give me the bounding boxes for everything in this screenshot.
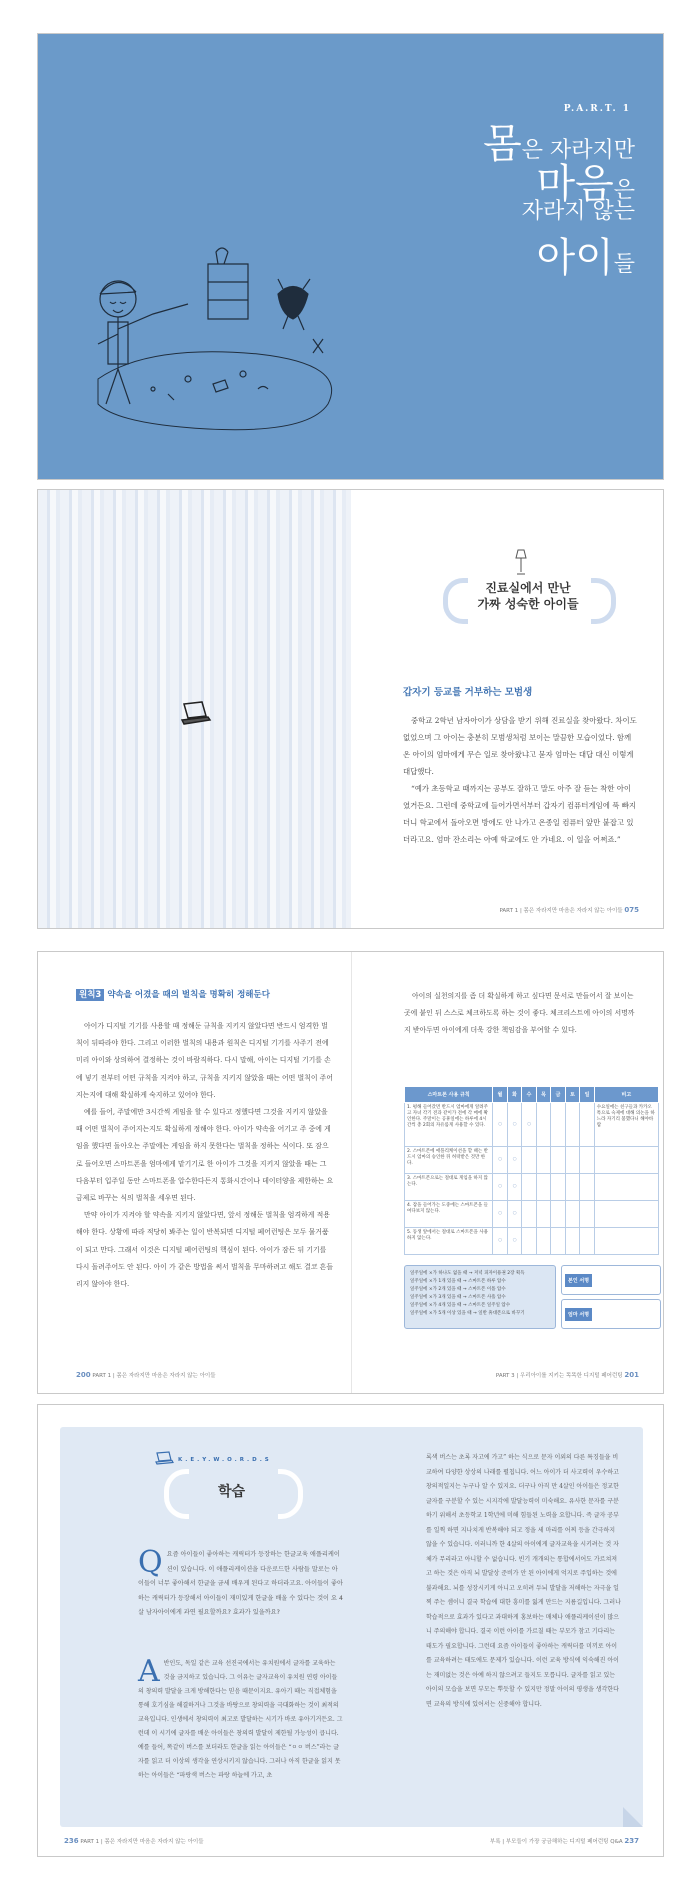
page-footer-left: 236 PART 1 | 몸은 자라지만 마음은 자라지 않는 아이들 bbox=[64, 1837, 204, 1845]
page-footer-right: PART 3 | 우리아이를 지키는 똑똑한 디지털 페어런팅 201 bbox=[495, 1371, 639, 1379]
table-row: 2. 스마트폰에 애플리케이션을 할 때는 반드시 엄마의 승인한 뒤 허락받은 것만 한다. ○ ○ bbox=[405, 1147, 659, 1174]
laptop-icon bbox=[154, 1451, 174, 1465]
keywords-spread bbox=[37, 1404, 664, 1857]
section-tag: 원칙3 bbox=[76, 989, 104, 1001]
title-line-1: 몸은 자라지만 bbox=[483, 121, 635, 167]
paragraph: 아이의 실천의지를 좀 더 확실하게 하고 싶다면 문서로 만들어서 잘 보이는 곳에 붙인 뒤 스스로 체크하도록 하는 것이 좋다. 체크리스트에 아이의 서명까지 받아두면 아이에게 더욱 강한 책임감을 부여할 수 있다. bbox=[404, 992, 635, 1034]
section-heading: 원칙3 약속을 어겼을 때의 벌칙을 명확히 정해둔다 bbox=[76, 988, 270, 1000]
title-line-4: 아이들 bbox=[536, 235, 635, 281]
q-letter: Q bbox=[138, 1545, 163, 1580]
table-row: 4. 잠을 들어가는 도중에는 스마트폰을 들여다보지 않는다. ○ ○ bbox=[405, 1201, 659, 1228]
paragraph: 만약 아이가 지켜야 할 약속을 지키지 않았다면, 앞서 정해둔 벌칙을 엄격하게 적용해야 한다. 상황에 따라 적당히 봐주는 일이 반복되면 디지털 페어런팅은 모두 물거품이 되고 만다. 그래서 이것은 디지털 페어런팅의 핵심이 된다. 아이가 잠든 뒤 기기를 다시 돌려주어도 안 된다. 아이 가 같은 방법을 써서 벌칙을 무마하려고 해도 결코 흔들리지 않아야 한다. bbox=[76, 1211, 333, 1289]
legend-item: 일주일에 ×가 4개 있을 때 → 스마트폰 일주일 압수 bbox=[410, 1303, 511, 1308]
page-fold-corner bbox=[623, 1807, 643, 1827]
table-row: 1. 평해 들어갔면 반드시 엄마에게 알려주고 자녀 각기 전과 같이가 전에 각 매에 확인한다. 주말이는 공휴일에는 하루에 4시간씩 총 2회의 자유롭게 사용할 수 있다. ○ ○ ○ 수요일에는 친구들과 카카오톡으로 숙제에 대해 의논을 하느라 자기리 불했다니 해야바랍 bbox=[405, 1103, 659, 1147]
page-number: 201 bbox=[624, 1371, 639, 1379]
keywords-label: K.E.Y.W.O.R.D.S bbox=[178, 1457, 272, 1463]
part-label: P.A.R.T. 1 bbox=[563, 104, 631, 114]
body-text bbox=[403, 712, 638, 848]
page-number: 236 bbox=[64, 1837, 79, 1845]
page-number: 200 bbox=[76, 1371, 91, 1379]
lamp-icon bbox=[514, 548, 528, 576]
keyword-title: 학습 bbox=[218, 1484, 246, 1500]
gutter-line bbox=[351, 952, 352, 1393]
title-line-2: 마음은 bbox=[536, 161, 635, 207]
legend-item: 일주일에 ×가 2개 있을 때 → 스마트폰 이틀 압수 bbox=[410, 1287, 506, 1292]
page-footer-right: 부록 | 부모들이 가장 궁금해하는 디지털 페어런팅 Q&A 237 bbox=[489, 1837, 639, 1845]
page-footer-left: 200 PART 1 | 몸은 자라지만 마음은 자라지 않는 아이들 bbox=[76, 1371, 216, 1379]
legend-item: 일주일에 ×가 3개 있을 때 → 스마트폰 사흘 압수 bbox=[410, 1295, 506, 1300]
paragraph: 중학교 2학년 남자아이가 상담을 받기 위해 진료실을 찾아왔다. 차이도 없었으며 그 아이는 충분히 모범생처럼 보이는 말끔한 모습이었다. 함께 온 아이의 엄마에게 무슨 일로 찾아왔냐고 묻자 엄마는 대답 대신 이렇게 대답했다. bbox=[403, 716, 637, 776]
table-row: 3. 스마트폰으로는 절대로 게임을 하지 않는다. ○ ○ bbox=[405, 1174, 659, 1201]
a-letter: A bbox=[138, 1654, 160, 1689]
signature-box-mom: 엄마 서명 bbox=[561, 1299, 661, 1329]
title-line-3: 자라지 않는 bbox=[521, 199, 635, 224]
legend-item: 일주일에 ×가 5개 이상 있을 때 → 일반 휴대폰으로 바꾸기 bbox=[410, 1311, 525, 1316]
paragraph: “예가 초등학교 때까지는 공부도 잘하고 말도 아주 잘 듣는 착한 아이였거든요. 그런데 중학교에 들어가면서부터 갑자기 컴퓨터게임에 푹 빠지더니 학교에서 돌아오면 방에도 안 나가고 온종일 컴퓨터 앞만 붙잡고 있더라고요. 엄마 잔소리는 아예 학교에도 안 가네요. 이 일을 어쩌죠.” bbox=[403, 784, 636, 844]
rules-spread bbox=[37, 951, 664, 1394]
cover-spread bbox=[37, 33, 664, 480]
table-header-row: 스마트폰 사용 규칙 월 화 수 목 금 토 일 비고 bbox=[405, 1087, 659, 1103]
chapter-title: 진료실에서 만난 가짜 성숙한 아이들 bbox=[477, 581, 579, 611]
page-number: 075 bbox=[624, 906, 639, 914]
left-body-text bbox=[76, 1018, 334, 1293]
paragraph: 예를 들어, 주말에만 3시간씩 게임을 할 수 있다고 정했다면 그것을 지키지 않았을 때 어떤 벌칙이 주어지는지도 확실하게 정해야 한다. 아이가 약속을 어기고 주 중에 게임을 했다면 돌아오는 주말에는 게임을 하지 못한다는 벌칙을 정하는 식이다. 또 잠으로 들어오면 스마트폰을 엄마에게 맡기기로 한 아이가 그것을 지키지 않았을 때는 그 다음부터 입주일 동안 스마트폰을 압수한다든지 통화시간이나 데이터양을 제한하는 요금제로 바꾸는 식의 벌칙을 세우면 된다. bbox=[76, 1108, 334, 1203]
right-body-text bbox=[404, 988, 636, 1039]
signature-box-self: 본인 서명 bbox=[561, 1265, 661, 1295]
chapter-opening-spread bbox=[37, 489, 664, 929]
legend-item: 일주일에 ×가 1개 있을 때 → 스마트폰 하루 압수 bbox=[410, 1279, 506, 1284]
table-row: 5. 동생 앞에서는 절대로 스마트폰을 사용하지 않는다. ○ ○ bbox=[405, 1228, 659, 1255]
laptop-icon bbox=[178, 700, 212, 726]
checklist-table bbox=[404, 1086, 659, 1255]
child-and-dog-illustration bbox=[58, 244, 358, 444]
section-title: 갑자기 등교를 거부하는 모범생 bbox=[403, 687, 533, 698]
answer-block: A반인도, 독일 같은 교육 선진국에서는 유치원에서 글자를 교육하는 것을 금지하고 있습니다. 그 이유는 글자교육이 유치원 연령 아이들의 창의력 발달을 크게 방해한다는 믿음 때문이지요. 유아기 때는 직접체험을 통해 호기심을 해결하거나 그것을 바탕으로 창의력을 극대화하는 것이 최적의 교육입니다. 인생에서 창의력이 최고로 발달하는 시기가 바로 유아기거든요. 그런데 이 시기에 글자를 배운 아이들은 창의력 발달이 제한될 가능성이 큽니다. 예를 들어, 똑같이 버스를 보더라도 한글을 읽는 아이들은 “ㅇㅇ 버스”라는 글자를 읽고 더 이상의 생각을 연상시키지 않습니다. 그러나 아직 한글을 읽지 못하는 아이들은 “파랑색 버스는 파랑 하늘에 가고, 초 bbox=[138, 1654, 343, 1779]
legend-item: 일주일에 ×가 하나도 없을 때 → 저녁 피자이용권 2장 획득 bbox=[410, 1271, 525, 1276]
page-footer: PART 1 | 몸은 자라지만 마음은 자라지 않는 아이들 075 bbox=[499, 906, 639, 914]
penalty-legend bbox=[404, 1265, 556, 1329]
paragraph: 아이가 디지털 기기를 사용할 때 정해둔 규칙을 지키지 않았다면 반드시 엄격한 벌칙이 뒤따라야 한다. 그리고 이러한 벌칙의 내용과 원칙은 디지털 기기를 사주기 전에 미리 아이와 상의하여 결정하는 것이 바람직하다. 다시 말해, 아이는 디지털 기기를 손에 넣기 전부터 어떤 규칙을 지켜야 하고, 규칙을 지키지 않았을 때는 어떤 벌칙이 주어지는지에 대해 확실하게 숙지하고 있어야 한다. bbox=[76, 1022, 333, 1099]
page-number: 237 bbox=[624, 1837, 639, 1845]
answer-continued: 록색 버스는 초록 자고에 가고” 하는 식으로 문자 이외의 다른 특징들을 비교하여 다양한 상상의 나래를 펼칩니다. 어느 아이가 더 사고력이 우수하고 창의적일지는 누구나 알 수 있지요. 더구나 아직 만 4살인 아이들은 정교한 글자를 구분할 수 있는 시지각에 발달능력이 미숙해요. 유사한 문자를 구분하기 위해서 초등학교 1학년에 미해 힘들된 노력을 요합니다. 즉 글자 공부를 일찍 하면 지나치게 반복해야 되고 정을 세 마리를 어찌 등을 간극하지 않을 수 있습니다. 이러니까 한 4살의 아이에게 글자교육을 시키려는 것 자체가 무리라고 아니할 수 없습니다. 빈기 개개의는 통합에서어도 가르쳐져고 하는 것은 아직 뇌 발달상 준비가 안 된 아이에게 억지로 주입하는 것에 불과해요. 뇌를 성장시키게 아니고 오히려 두뇌 발달을 저해하는 자극을 일찍 주는 셈이니 결국 학습에 대한 흥미를 잃게 만드는 지름길입니다. 그러나 학습적으로 효과가 있다고 과대하게 홍보하는 매체나 애플리케이션이 많으니 주의해야 합니다. 결국 이런 아이를 가르칠 때는 부모가 참고 기다리는 태도가 필요합니다. 그런데 요즘 아이들이 좋아하는 캐릭터를 미끼로 아이를 교육하려는 태도에도 문제가 있습니다. 이런 교육 방식에 익숙해진 아이는 재미없는 것은 아예 하지 않으려고 들지도 모릅니다. 글자를 읽고 있는 아이의 모습을 보면 부모는 뿌듯할 수 있지만 정말 아이의 평생을 생각한다면 교육의 방식에 있어서는 신중해야 합니다. bbox=[426, 1454, 621, 1708]
question-block: Q요즘 아이들이 좋아하는 캐릭터가 등장하는 한글교육 애플리케이션이 있습니다. 이 애플리케이션을 다운로드한 사람들 말로는 아이들이 너무 좋아해서 한글을 금세 배우게 된다고 하더라고요. 아이들이 좋아하는 캐릭터가 등장해서 아이들이 재미있게 한글을 배울 수 있다는 것이 요 4살 남자아이에게 과연 필요할까요? 효과가 있을까요? bbox=[138, 1545, 343, 1616]
